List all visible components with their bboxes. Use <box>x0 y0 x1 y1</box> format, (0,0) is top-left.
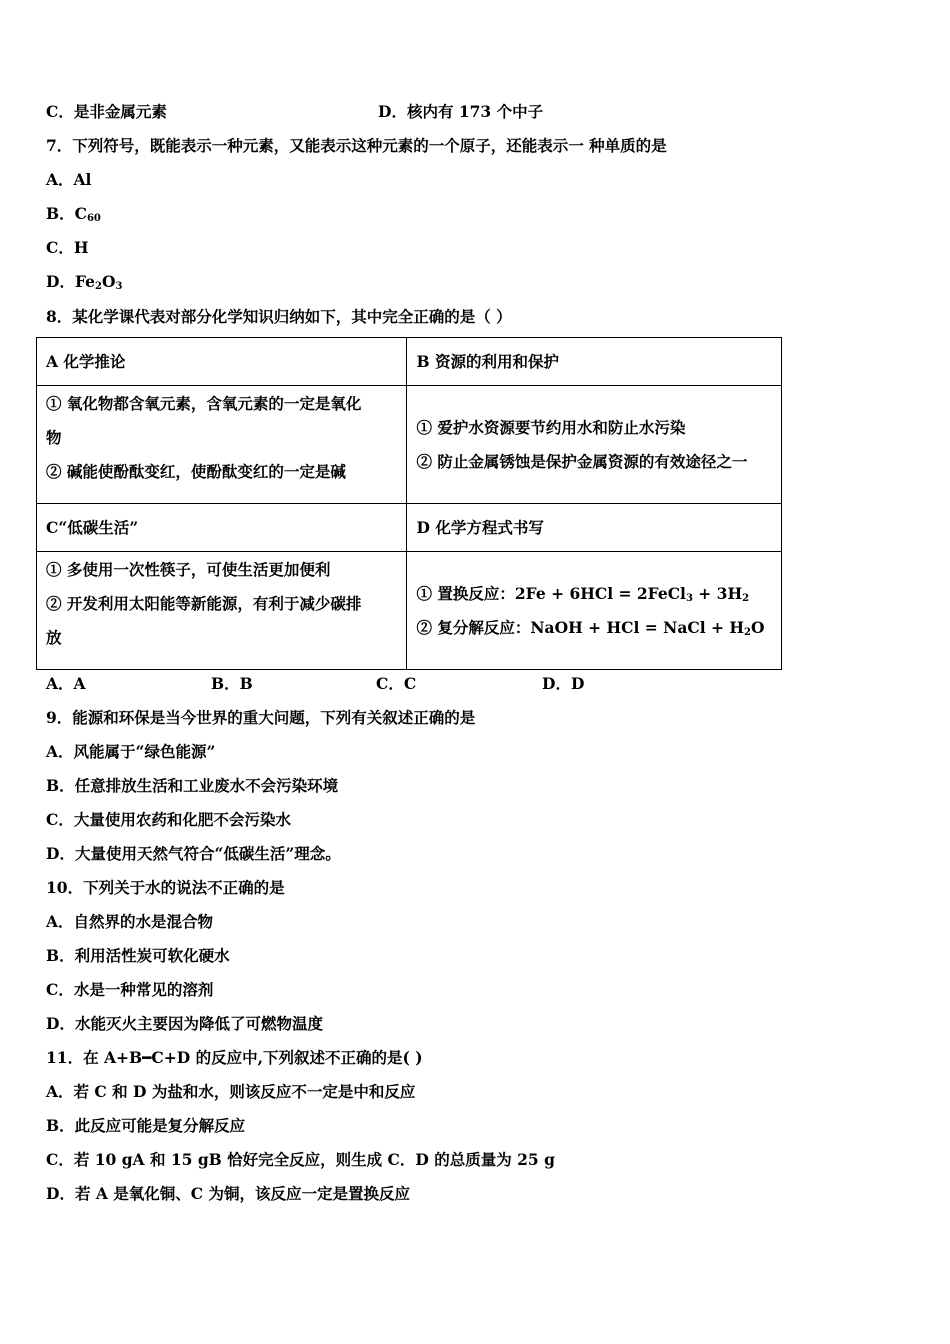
c-head-text: C“低碳生活” <box>46 517 139 537</box>
table-cell-a-body <box>37 386 407 504</box>
q10-stem: 10．下列关于水的说法不正确的是 <box>46 878 285 897</box>
b-body-line2: ② 防止金属锈蚀是保护金属资源的有效途径之一 <box>416 451 748 471</box>
q9-option-d: D．大量使用天然气符合“低碳生活”理念。 <box>46 844 341 863</box>
q7-option-c: C．H <box>46 238 89 257</box>
q6-option-d: D．核内有 173 个中子 <box>378 102 544 121</box>
q9-option-c: C．大量使用农药和化肥不会污染水 <box>46 810 291 829</box>
table-cell-d-head <box>407 504 782 552</box>
q10-option-d: D．水能灭火主要因为降低了可燃物温度 <box>46 1014 323 1033</box>
table-cell-b-head <box>407 338 782 386</box>
q7-option-d <box>46 272 122 292</box>
q9-stem: 9．能源和环保是当今世界的重大问题，下列有关叙述正确的是 <box>46 708 476 727</box>
q9-option-a: A．风能属于“绿色能源” <box>46 742 216 761</box>
q7-option-b-sub: 60 <box>86 213 101 224</box>
d-head-text: D 化学方程式书写 <box>416 517 544 537</box>
q11-stem: 11．在 A+B━C+D 的反应中,下列叙述不正确的是( ) <box>46 1048 423 1067</box>
table-cell-b-body <box>407 386 782 504</box>
q7-option-d-sub1: 2 <box>94 281 102 292</box>
q7-option-d-mid: O <box>101 272 116 291</box>
a-head-text: A 化学推论 <box>46 351 126 371</box>
q7-option-b-text: B．C <box>46 204 87 223</box>
c-body-line3: 放 <box>46 628 62 647</box>
q7-option-a: A．Al <box>46 170 92 189</box>
q10-option-a: A．自然界的水是混合物 <box>46 912 214 931</box>
d-eq2-b: O <box>751 617 765 637</box>
q10-option-b: B．利用活性炭可软化硬水 <box>46 946 230 965</box>
q8-stem: 8．某化学课代表对部分化学知识归纳如下，其中完全正确的是（ ） <box>46 307 512 326</box>
q11-option-a: A．若 C 和 D 为盐和水，则该反应不一定是中和反应 <box>46 1082 416 1101</box>
q7-option-d-text: D．Fe <box>46 272 95 291</box>
table-cell-a-head <box>37 338 407 386</box>
c-body-line2: ② 开发利用太阳能等新能源，有利于减少碳排 <box>46 594 362 613</box>
q7-option-b <box>46 204 101 224</box>
q10-option-c: C．水是一种常见的溶剂 <box>46 980 214 999</box>
q11-option-c: C．若 10 gA 和 15 gB 恰好完全反应，则生成 C．D 的总质量为 25 g <box>46 1150 555 1169</box>
d-eq1-b: + 3H <box>692 583 743 603</box>
q8-option-d: D．D <box>542 674 585 693</box>
d-eq1-sub2: 2 <box>742 592 750 604</box>
q8-option-b: B．B <box>211 674 253 693</box>
q11-option-d: D．若 A 是氧化铜、C 为铜，该反应一定是置换反应 <box>46 1184 410 1203</box>
q7-option-d-sub2: 3 <box>115 281 123 292</box>
d-eq2-a: ② 复分解反应：NaOH + HCl = NaCl + H <box>416 617 745 637</box>
d-eq2-sub: 2 <box>744 626 751 638</box>
q6-option-c: C．是非金属元素 <box>46 102 167 121</box>
a-body-line3: ② 碱能使酚酞变红，使酚酞变红的一定是碱 <box>46 462 346 481</box>
a-body-line1: ① 氧化物都含氧元素，含氧元素的一定是氧化 <box>46 394 362 413</box>
d-body-line2 <box>416 611 772 645</box>
b-head-text: B 资源的利用和保护 <box>416 351 559 371</box>
d-eq1-sub1: 3 <box>685 592 693 604</box>
b-body-line1: ① 爱护水资源要节约用水和防止水污染 <box>416 417 686 437</box>
q11-option-b: B．此反应可能是复分解反应 <box>46 1116 246 1135</box>
table-cell-c-head <box>37 504 407 552</box>
q8-option-a: A．A <box>46 674 86 693</box>
c-body-line1: ① 多使用一次性筷子，可使生活更加便利 <box>46 560 331 579</box>
a-body-line2: 物 <box>46 428 62 447</box>
table-cell-d-body <box>407 552 782 670</box>
q7-stem: 7．下列符号，既能表示一种元素，又能表示这种元素的一个原子，还能表示一 种单质的是 <box>46 136 667 155</box>
d-body-line1 <box>416 577 772 611</box>
d-eq1-a: ① 置换反应：2Fe + 6HCl = 2FeCl <box>416 583 686 603</box>
q9-option-b: B．任意排放生活和工业废水不会污染环境 <box>46 776 339 795</box>
q8-option-c: C．C <box>376 674 417 693</box>
q8-table <box>36 337 782 670</box>
table-cell-c-body <box>37 552 407 670</box>
